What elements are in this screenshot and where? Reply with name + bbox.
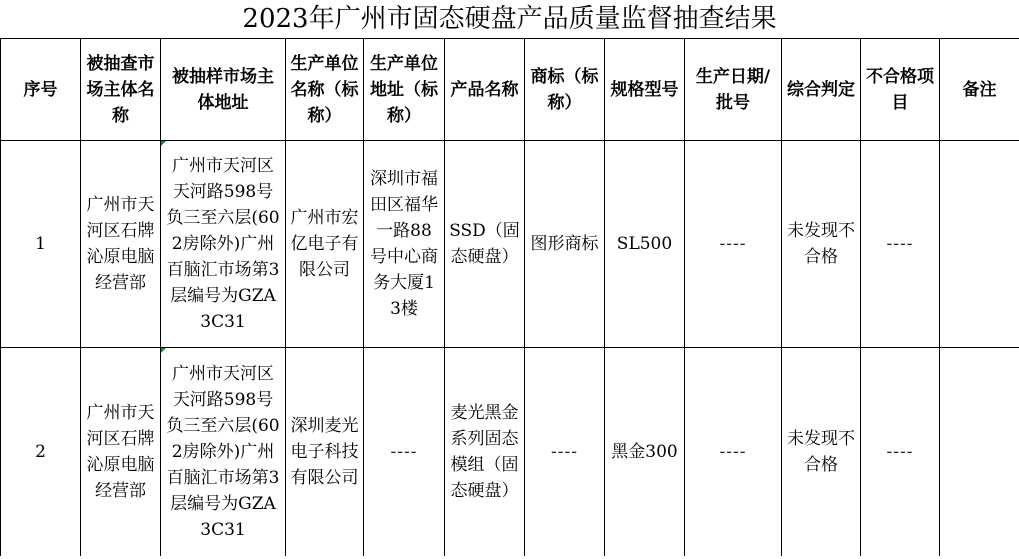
table-row xyxy=(1,141,1019,348)
cell-producer-address[interactable]: 深圳市福田区福华一路88号中心商务大厦13楼 xyxy=(364,141,445,348)
cell-product-name[interactable]: SSD（固态硬盘） xyxy=(445,141,525,348)
cell-producer-name[interactable]: 广州市宏亿电子有限公司 xyxy=(286,141,364,348)
cell-verdict[interactable]: 未发现不合格 xyxy=(782,141,861,348)
cell-market-entity[interactable]: 广州市天河区石牌沁原电脑经营部 xyxy=(81,141,161,348)
cell-model[interactable]: 黑金300 xyxy=(605,348,685,557)
cell-producer-name[interactable]: 深圳麦光电子科技有限公司 xyxy=(286,348,364,557)
cell-batch[interactable]: ---- xyxy=(685,348,782,557)
header-cell-producer-address[interactable]: 生产单位地址（标称） xyxy=(364,39,445,141)
cell-producer-address[interactable]: ---- xyxy=(364,348,445,557)
cell-failed-items[interactable]: ---- xyxy=(861,141,940,348)
header-cell-trademark[interactable]: 商标（标称） xyxy=(525,39,605,141)
header-cell-model[interactable]: 规格型号 xyxy=(605,39,685,141)
cell-batch[interactable]: ---- xyxy=(685,141,782,348)
header-cell-index[interactable]: 序号 xyxy=(1,39,81,141)
cell-failed-items[interactable]: ---- xyxy=(861,348,940,557)
header-cell-remarks[interactable]: 备注 xyxy=(940,39,1019,141)
header-row xyxy=(1,39,1019,141)
cell-market-address[interactable] xyxy=(161,348,286,557)
cell-remarks[interactable] xyxy=(940,141,1019,348)
cell-market-entity[interactable]: 广州市天河区石牌沁原电脑经营部 xyxy=(81,348,161,557)
document-title: 2023年广州市固态硬盘产品质量监督抽查结果 xyxy=(242,4,777,34)
cell-product-name[interactable]: 麦光黑金系列固态模组（固态硬盘） xyxy=(445,348,525,557)
header-cell-market-entity[interactable]: 被抽查市场主体名称 xyxy=(81,39,161,141)
cell-trademark[interactable]: 图形商标 xyxy=(525,141,605,348)
cell-index[interactable]: 2 xyxy=(1,348,81,557)
cell-trademark[interactable]: ---- xyxy=(525,348,605,557)
results-table xyxy=(0,38,1019,556)
cell-verdict[interactable]: 未发现不合格 xyxy=(782,348,861,557)
cell-model[interactable]: SL500 xyxy=(605,141,685,348)
cell-index[interactable]: 1 xyxy=(1,141,81,348)
header-cell-verdict[interactable]: 综合判定 xyxy=(782,39,861,141)
table-row xyxy=(1,348,1019,557)
cell-market-address-text: 广州市天河区天河路598号负三至六层(602房除外)广州百脑汇市场第3层编号为GZA3C31 xyxy=(166,156,280,332)
header-cell-market-address[interactable]: 被抽样市场主体地址 xyxy=(161,39,286,141)
header-cell-product-name[interactable]: 产品名称 xyxy=(445,39,525,141)
cell-comment-marker xyxy=(161,348,166,353)
header-cell-producer-name[interactable]: 生产单位名称（标称） xyxy=(286,39,364,141)
cell-market-address[interactable] xyxy=(161,141,286,348)
cell-comment-marker xyxy=(161,141,166,146)
header-cell-batch[interactable]: 生产日期/批号 xyxy=(685,39,782,141)
header-cell-failed-items[interactable]: 不合格项目 xyxy=(861,39,940,141)
cell-remarks[interactable] xyxy=(940,348,1019,557)
cell-market-address-text: 广州市天河区天河路598号负三至六层(602房除外)广州百脑汇市场第3层编号为GZA3C31 xyxy=(166,364,280,540)
